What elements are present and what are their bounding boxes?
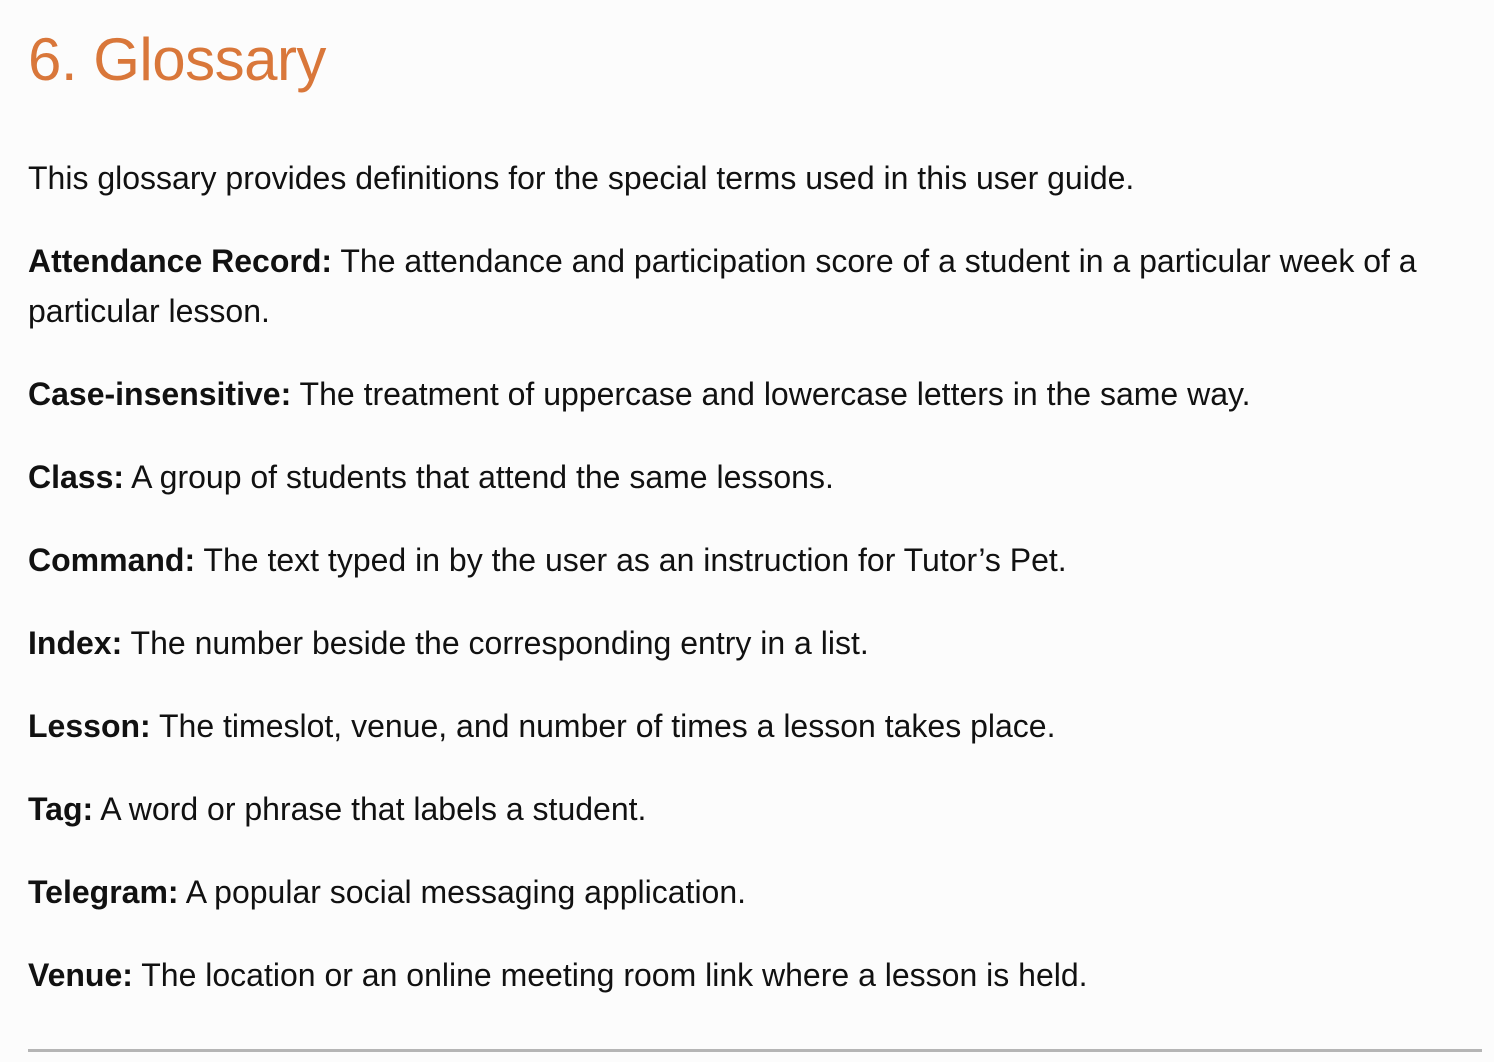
glossary-term: Venue:: [28, 957, 133, 993]
glossary-entry-lesson: [28, 701, 1448, 751]
glossary-definition: A popular social messaging application.: [178, 874, 747, 910]
glossary-entry-attendance-record: [28, 236, 1448, 336]
glossary-term: Command:: [28, 542, 196, 578]
glossary-entry-telegram: [28, 867, 1448, 917]
glossary-term: Class:: [28, 459, 125, 495]
glossary-entry-venue: [28, 950, 1448, 1000]
glossary-entry-tag: [28, 784, 1448, 834]
page-title: 6. Glossary: [28, 26, 326, 93]
glossary-definition: The text typed in by the user as an instruction for Tutor’s Pet.: [195, 542, 1067, 578]
glossary-definition: The treatment of uppercase and lowercase letters in the same way.: [291, 376, 1251, 412]
glossary-term: Telegram:: [28, 874, 179, 910]
glossary-term: Attendance Record:: [28, 243, 333, 279]
glossary-term: Tag:: [28, 791, 94, 827]
glossary-definition: The location or an online meeting room link where a lesson is held.: [132, 957, 1088, 993]
glossary-term: Index:: [28, 625, 123, 661]
glossary-term: Case-insensitive:: [28, 376, 292, 412]
glossary-term: Lesson:: [28, 708, 151, 744]
glossary-definition: The attendance and participation score of a student in a particular week of a particular lesson.: [28, 243, 1417, 329]
glossary-list: [28, 236, 1466, 1000]
glossary-definition: A group of students that attend the same lessons.: [124, 459, 834, 495]
section-divider: [28, 1049, 1482, 1052]
glossary-entry-case-insensitive: [28, 369, 1448, 419]
glossary-entry-index: [28, 618, 1448, 668]
glossary-definition: The timeslot, venue, and number of times a lesson takes place.: [150, 708, 1056, 744]
glossary-entry-command: [28, 535, 1448, 585]
glossary-definition: A word or phrase that labels a student.: [93, 791, 647, 827]
glossary-entry-class: [28, 452, 1448, 502]
glossary-definition: The number beside the corresponding entry in a list.: [122, 625, 869, 661]
glossary-intro: This glossary provides definitions for the special terms used in this user guide.: [28, 160, 1135, 196]
